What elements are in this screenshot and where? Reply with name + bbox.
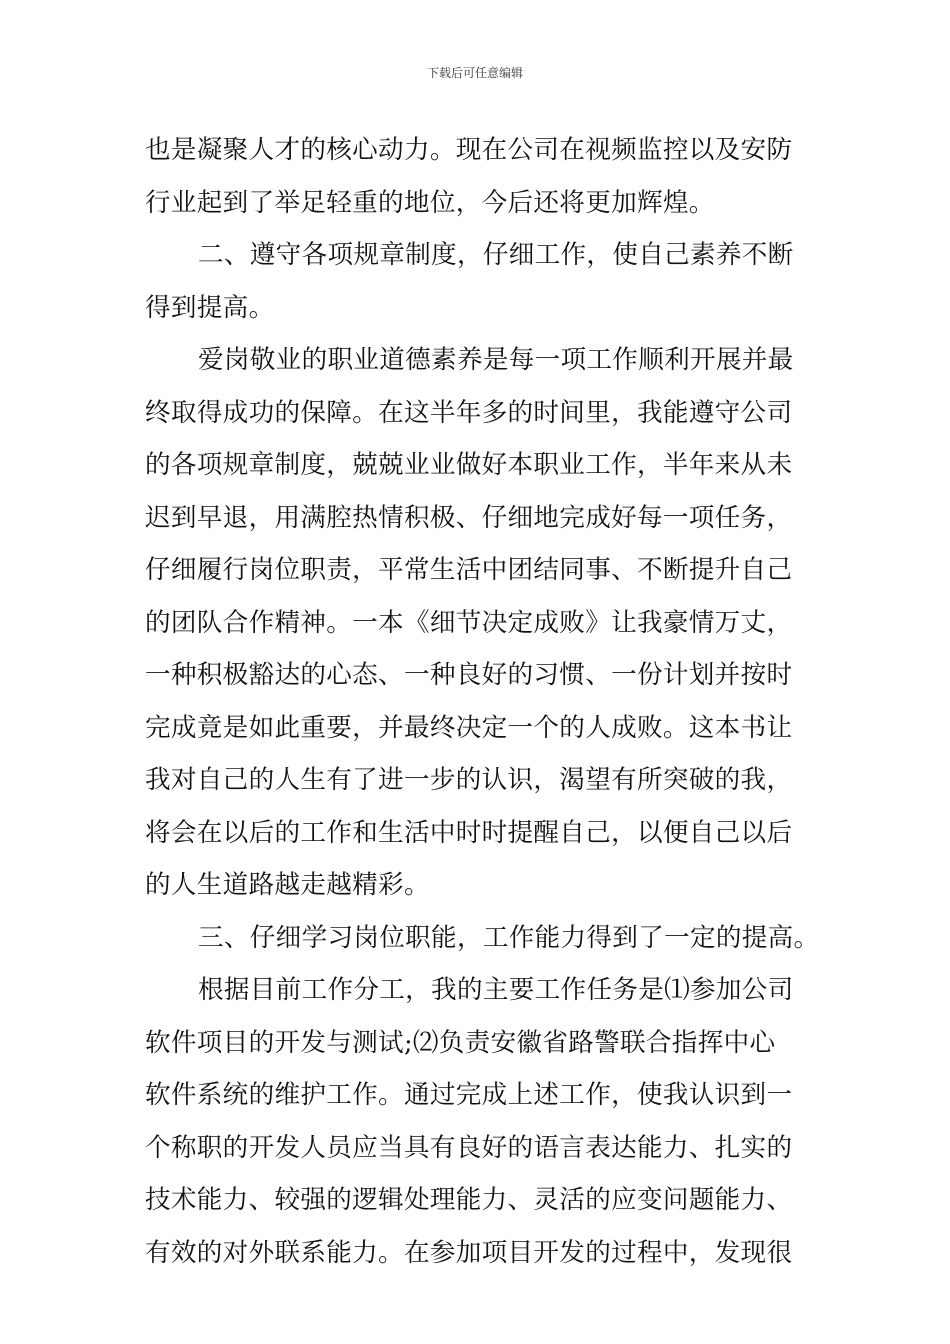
text-line: 爱岗敬业的职业道德素养是每一项工作顺利开展并最 [198,345,794,375]
text-line: 的人生道路越走越精彩。 [145,870,430,900]
text-line: 有效的对外联系能力。在参加项目开发的过程中，发现很 [145,1237,793,1268]
text-line: 将会在以后的工作和生活中时时提醒自己，以便自己以后 [145,817,793,848]
text-line: 的团队合作精神。一本《细节决定成败》让我豪情万丈， [145,607,793,638]
text-line: 行业起到了举足轻重的地位，今后还将更加辉煌。 [145,187,715,218]
document-body [145,124,820,1279]
text-line: 完成竟是如此重要，并最终决定一个的人成败。这本书让 [145,712,793,743]
text-line: 我对自己的人生有了进一步的认识，渴望有所突破的我， [145,765,793,795]
text-line: 的各项规章制度，兢兢业业做好本职业工作，半年来从未 [145,450,793,480]
text-line: 终取得成功的保障。在这半年多的时间里，我能遵守公司 [145,397,793,428]
text-line: 仔细履行岗位职责，平常生活中团结同事、不断提升自己 [145,555,793,585]
section-heading: 三、仔细学习岗位职能，工作能力得到了一定的提高。 [198,922,820,953]
text-line: 个称职的开发人员应当具有良好的语言表达能力、扎实的 [145,1132,793,1163]
section-heading: 二、遵守各项规章制度，仔细工作，使自己素养不断 [198,240,794,270]
text-line: 技术能力、较强的逻辑处理能力、灵活的应变问题能力、 [145,1185,793,1215]
page-header: 下载后可任意编辑 [426,66,523,80]
text-line: 根据目前工作分工，我的主要工作任务是⑴参加公司 [198,975,794,1005]
text-line: 也是凝聚人才的核心动力。现在公司在视频监控以及安防 [145,135,793,165]
text-line: 软件项目的开发与测试;⑵负责安徽省路警联合指挥中心 [145,1027,776,1058]
text-line: 软件系统的维护工作。通过完成上述工作，使我认识到一 [145,1080,793,1110]
text-line: 迟到早退，用满腔热情积极、仔细地完成好每一项任务， [145,502,793,533]
text-line: 得到提高。 [145,292,275,323]
text-line: 一种积极豁达的心态、一种良好的习惯、一份计划并按时 [145,660,793,690]
